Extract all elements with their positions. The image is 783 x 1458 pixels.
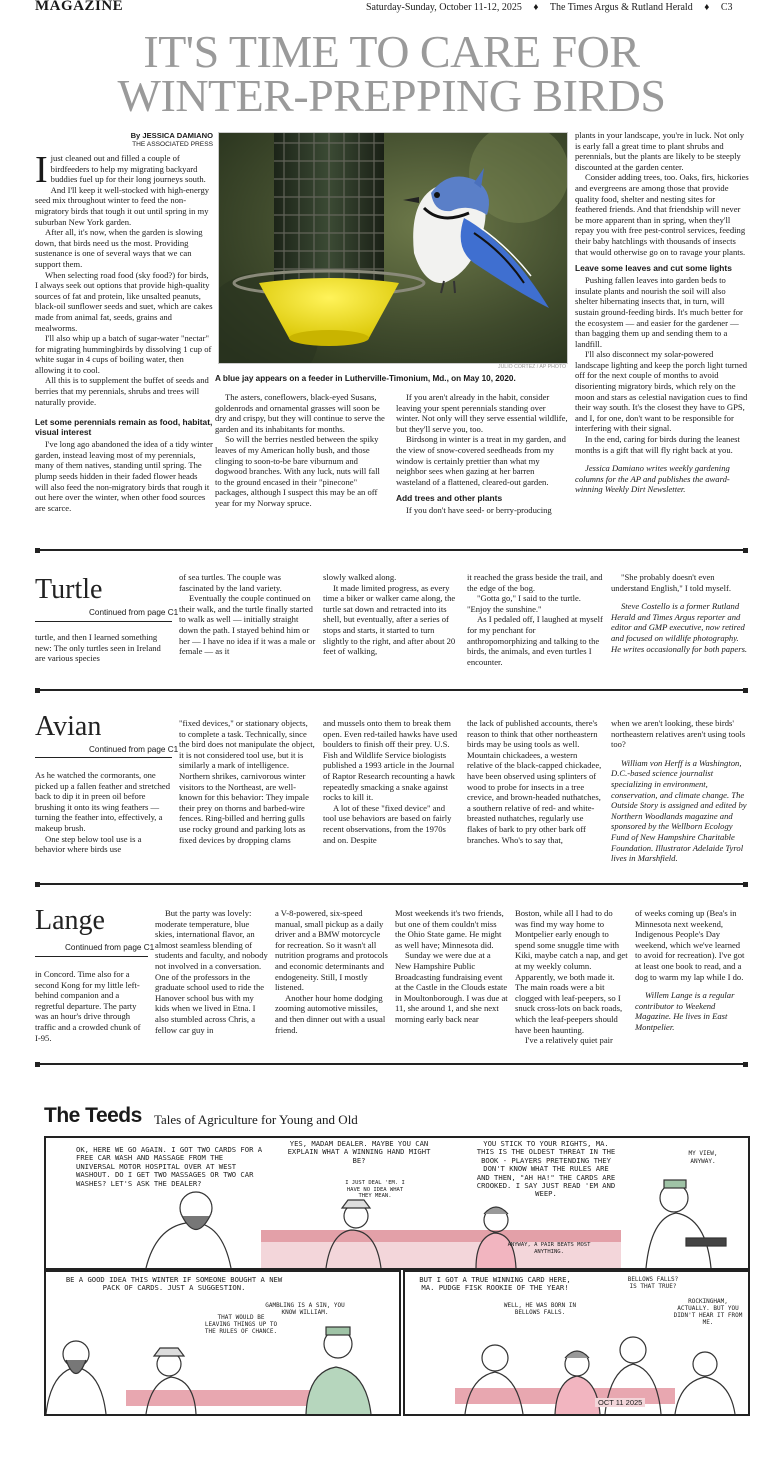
diamond-icon: ♦ [533,2,539,13]
section-divider [35,1063,748,1065]
speech-bubble: YES, MADAM DEALER. MAYBE YOU CAN EXPLAIN WHAT A WINNING HAND MIGHT BE? [287,1139,431,1165]
comic-title: The Teeds [44,1104,142,1127]
lange-column-6: of weeks coming up (Bea's in Minnesota next weekend, Indigenous People's Day weekend, which we've learned to avoid for recreation). I've got at least one book to read, and a dog to warm my lap while I do. Willem Lange is a regular contributor to Weekend Magazine. He lives in East Montpelier. [635,908,748,1033]
lange-column-3: a V-8-powered, six-speed manual, small pickup as a daily driver and a BMW motorcycle for recreation. So it wasn't all nutrition programs and protocols and economic determinants and endogeneity. Still, I mostly listened. Another hour home dodging zooming automotive missiles, and then dinner out with a usual friend. [275,908,388,1035]
avian-column-3: and mussels onto them to break them open. Even red-tailed hawks have used boulders to finish off their prey. U.S. Fish and Wildlife Service biologists published a 1993 article in the Journal of Raptor Research recounting a hawk repeatedly smacking a snake against rocks to kill it. A lot of these "fixed device" and tool use behaviors are based on fairly recent observations, from the 1970s and on. Despite [323,718,458,845]
lange-column-1: in Concord. Time also for a second Kong for my little left-behind companion and a regretful departure. The party was an hour's drive through traffic and a crowded chunk of I-95. [35,969,141,1043]
comic-panel-3 [403,1270,750,1416]
lange-column-4: Most weekends it's two friends, but one of them couldn't miss the Ohio State game. He might as well have; Minnesota did. Sunday we were due at a New Hampshire Public Broadcasting fundraising event at the Castle in the Clouds estate in Moultonborough. I was due at 11, she around 1, and she next morning early back near [395,908,508,1024]
subhead: Add trees and other plants [396,493,503,504]
continued-note: Continued from page C1 [89,608,179,617]
avian-column-1: As he watched the cormorants, one picked up a fallen feather and stretched back to dip it in preen oil before brushing it onto its wing feathers — turning the feather into, effectively, a makeup brush. One step below tool use is a behavior where birds use [35,770,171,855]
turtle-column-1: turtle, and then I learned something new: The only turtles seen in Ireland are various species [35,632,161,664]
comic-strip [40,1100,750,1420]
photo-illustration [219,133,567,363]
byline: By JESSICA DAMIANO [130,131,213,140]
lead-paragraph: Ijust cleaned out and filled a couple of birdfeeders to help my migrating backyard buddies fuel up for their long journeys south. And I'll keep it well-stocked with high-energy seed mix throughout winter to feed the non-migratory birds that tough it out until spring in my suburban New York garden. [35,149,210,227]
avian-column-2: "fixed devices," or stationary objects, to complete a task. Technically, since the bird does not manipulate the object, it is not considered tool use, but it is similarly a mark of intelligence. Northern shrikes, carnivorous winter visitors to the Northeast, are well-known for this behavior: They impale their prey on thorns and barbed-wire fences. Ring-billed and herring gulls use rocky ground and parking lots as fixed devices by dropping clams [179,718,315,845]
panel-2-drawing [46,1272,399,1414]
subhead: Let some perennials remain as food, habitat, visual interest [35,417,213,438]
photo-caption: A blue jay appears on a feeder in Lutherville-Timonium, Md., on May 10, 2020. [215,374,516,383]
agency: THE ASSOCIATED PRESS [132,141,213,148]
paragraph: The asters, coneflowers, black-eyed Susans, goldenrods and ornamental grasses will soon be dry and crispy, but they will continue to serve the garden and its inhabitants for months. [215,392,385,434]
speech-bubble: YOU STICK TO YOUR RIGHTS, MA. THIS IS THE OLDEST THREAT IN THE BOOK - PLAYERS PRETENDING THEY DON'T KNOW WHAT THE RULES ARE AND THEN, "AH HA!" THE CARDS ARE CROOKED. I SAY JUST READ 'EM AND WEEP. [476,1139,616,1199]
paragraph: Birdsong in winter is a treat in my garden, and the view of snow-covered seedheads from my window is certainly prettier than what my neighbor sees when gazing at her barren wasteland of a flattened, cleared-out garden. [396,434,566,487]
section-divider [35,549,748,551]
speech-bubble: OK, HERE WE GO AGAIN. I GOT TWO CARDS FOR A FREE CAR WASH AND MASSAGE FROM THE UNIVERSAL MOTOR HOSPITAL OVER AT WEST WASHOUT. DO I GET TWO MASSAGES OR TWO CAR WASHES? LET'S ASK THE DEALER? [76,1145,263,1188]
speech-bubble: THAT WOULD BE LEAVING THINGS UP TO THE RULES OF CHANCE. [204,1314,278,1335]
speech-bubble: BUT I GOT A TRUE WINNING CARD HERE, MA. PUDGE FISK ROOKIE OF THE YEAR! [419,1275,571,1293]
feature-column-4 [575,130,749,495]
lange-section [35,906,748,1056]
paragraph: Pushing fallen leaves into garden beds to insulate plants and nourish the soil will also shelter hibernating insects that, in turn, will sustain ground-feeding birds. It's much better for the ecosystem — and easier for the gardener — than bagging them up and sending them to a landfill. [575,275,743,349]
date-stamp: OCT 11 2025 [595,1398,645,1407]
photo-credit: JULIO CORTEZ / AP PHOTO [497,364,566,370]
headline [0,26,783,121]
turtle-column-3: slowly walked along. It made limited progress, as every time a biker or walker came along, the turtle sat down and retracted into its shell, but eventually, after a series of stops and starts, it started to turn slightly to the right, and after about 20 feet of walking, [323,572,456,657]
paragraph: I've long ago abandoned the idea of a tidy winter garden, instead leaving most of my perennials, many of them natives, standing until spring. The plump seeds hidden in their faded flower heads will also feed the non-migratory birds that rough it out here over the winter, when other food sources are scarce. [35,439,213,513]
drop-cap: I [35,149,48,191]
author-bio: Willem Lange is a regular contributor to Weekend Magazine. He lives in East Montpelier. [635,990,735,1032]
dateline-bar [366,2,733,13]
headline-line-2: WINTER-PREPPING BIRDS [117,70,666,121]
blue-jay-photo [218,132,568,364]
speech-bubble: I JUST DEAL 'EM. I HAVE NO IDEA WHAT THEY MEAN. [345,1180,405,1199]
speech-bubble: WELL, HE WAS BORN IN BELLOWS FALLS. [503,1302,577,1316]
turtle-column-2: of sea turtles. The couple was fascinated by the land variety. Eventually the couple continued on their walk, and the turtle finally started to walk as well — initially straight down the path. I stayed behind him or her — I have no idea if it was a male or female — as it [179,572,316,657]
continued-note: Continued from page C1 [65,943,155,952]
headline-line-1: IT'S TIME TO CARE FOR [143,26,640,77]
speech-bubble: GAMBLING IS A SIN, YOU KNOW WILLIAM. [265,1302,345,1316]
feature-column-3 [396,392,568,516]
feature-column-2 [215,392,385,509]
paragraph: After all, it's now, when the garden is slowing down, that birds need us the most. Providing sustenance is one of several ways that we can support them. [35,227,203,269]
turtle-column-5: "She probably doesn't even understand English," I told myself. Steve Costello is a former Rutland Herald and Times Argus reporter and editor and GMP executive, now retired and focused on wildlife photography. He writes occasionally for both papers. [611,572,748,654]
paragraph: If you don't have seed- or berry-producing [406,505,552,516]
paragraph: So will the berries nestled between the spiky leaves of my American holly bush, and those clinging to soon-to-be bare viburnum and dogwood branches. With any luck, nuts will fall to the ground encased in their "pinecone" packages, although I suspect this may be an off year for my Norway spruce. [215,434,380,508]
author-bio: Jessica Damiano writes weekly gardening columns for the AP and publishes the award-winning Weekly Dirt Newsletter. [575,463,730,495]
paragraph: I'll also whip up a batch of sugar-water "nectar" for migrating hummingbirds by dissolving 1 cup of white sugar in 4 cups of boiling water, then allowing it to cool. [35,333,212,375]
lange-title: Lange [35,905,105,936]
publication-name: The Times Argus & Rutland Herald [549,2,693,13]
panel-3-drawing [405,1272,748,1414]
speech-bubble: ROCKINGHAM, ACTUALLY. BUT YOU DIDN'T HEAR IT FROM ME. [673,1298,743,1326]
speech-bubble: ANYWAY, A PAIR BEATS MOST ANYTHING. [507,1242,591,1255]
section-label: MAGAZINE [35,0,124,14]
paragraph: If you aren't already in the habit, consider leaving your spent perennials standing over winter. Not only will they serve essential wildlife, but they'll serve you, too. [396,392,568,434]
lange-column-5: Boston, while all I had to do was find my way home to Montpelier early enough to spend some snuggle time with Kiki, maybe catch a nap, and get at my weekly column. Apparently, we both made it. The main roads were a bit clogged with leaf-peepers, so I snuck cross-lots on back roads, which the leaf-peepers should have been haunting. I've a relatively quiet pair [515,908,628,1046]
avian-column-4: the lack of published accounts, there's reason to think that other northeastern birds may be using tools as well. Mountain chickadees, a western relative of the black-capped chickadee, have been observed using splinters of wood to probe for insects in a tree crevice, and brown-headed nuthatches, a southern relative of red- and white-breasted nuthatches, regularly use flakes of bark to pry other bark off branches. Who's to say that, [467,718,602,845]
paragraph: All this is to supplement the buffet of seeds and berries that my perennials, shrubs and trees will naturally provide. [35,375,209,407]
comic-panel-1 [44,1136,750,1270]
turtle-title: Turtle [35,574,103,605]
page-number: C3 [720,2,733,13]
author-bio: William von Herff is a Washington, D.C.-based science journalist specializing in environment, conservation, and climate change. The Outside Story is assigned and edited by Northern Woodlands magazine and sponsored by the Wellborn Ecology Fund of New Hampshire Charitable Foundation. Illustrator Adelaide Tyrol lives in Marshfield. [611,757,747,864]
paragraph: When selecting road food (sky food?) for birds, I always seek out options that provide high-quality sources of fat and protein, like unsalted peanuts, black-oil sunflower seeds and suet, which are cakes made from animal fat, seeds, grains and mealworms. [35,269,213,333]
author-bio: Steve Costello is a former Rutland Herald and Times Argus reporter and editor and GMP executive, now retired and focused on wildlife photography. He writes occasionally for both papers. [611,601,748,654]
feature-column-1 [35,131,213,513]
dateline: Saturday-Sunday, October 11-12, 2025 [366,2,522,13]
lange-column-2: But the party was lovely: moderate temperature, blue skies, international flavor, an almost seamless blending of students and faculty, and nobody not involved in a conversation. One of the professors in the graduate school used to ride the Hanover school bus with my kids when we lived in Etna. I also stumbled across Chris, a fellow car guy in [155,908,268,1035]
paragraph: plants in your landscape, you're in luck. Not only is early fall a great time to plant shrubs and perennials, but the plants are likely to be steeply discounted at the garden center. [575,130,745,172]
paragraph: In the end, caring for birds during the leanest months is a gift that will fly right back at you. [575,434,740,455]
diamond-icon: ♦ [704,2,710,13]
section-divider [35,689,748,691]
paragraph: I'll also disconnect my solar-powered landscape lighting and keep the porch light turned off for the next couple of months to avoid disorienting migratory birds, which rely on the moon and stars as celestial navigation cues to find their way south. It's the closest they have to GPS, and I, for one, don't want to be responsible for interfering with their signal. [575,349,748,434]
avian-column-5: when we aren't looking, these birds' northeastern relatives aren't using tools too? William von Herff is a Washington, D.C.-based science journalist specializing in environment, conservation, and climate change. The Outside Story is assigned and edited by Northern Woodlands magazine and sponsored by the Wellborn Ecology Fund of New Hampshire Charitable Foundation. Illustrator Adelaide Tyrol lives in Marshfield. [611,718,747,864]
avian-section [35,712,748,872]
section-divider [35,883,748,885]
speech-bubble: BELLOWS FALLS? IS THAT TRUE? [627,1276,679,1290]
turtle-column-4: it reached the grass beside the trail, and the edge of the bog. "Gotta go," I said to the turtle. "Enjoy the sunshine." As I pedaled off, I laughed at myself for my penchant for anthropomorphizing and talking to the birds, the animals, and even turtles I encounter. [467,572,603,667]
avian-title: Avian [35,711,102,742]
turtle-section [35,570,748,690]
comic-tagline: Tales of Agriculture for Young and Old [154,1112,358,1127]
speech-bubble: MY VIEW, ANYWAY. [688,1150,718,1166]
continued-note: Continued from page C1 [89,745,179,754]
paragraph: Consider adding trees, too. Oaks, firs, hickories and evergreens are among those that provide quality food, shelter and nesting sites for feathered friends. And that friendship will never be more apparent than in spring, when they'll repay you with free pest-control services, feeding their baby hatchlings with thousands of insects that would otherwise go on to ravage your plants. [575,172,749,257]
comic-panel-2 [44,1270,401,1416]
subhead: Leave some leaves and cut some lights [575,263,732,274]
speech-bubble: BE A GOOD IDEA THIS WINTER IF SOMEONE BOUGHT A NEW PACK OF CARDS. JUST A SUGGESTION. [65,1275,283,1293]
